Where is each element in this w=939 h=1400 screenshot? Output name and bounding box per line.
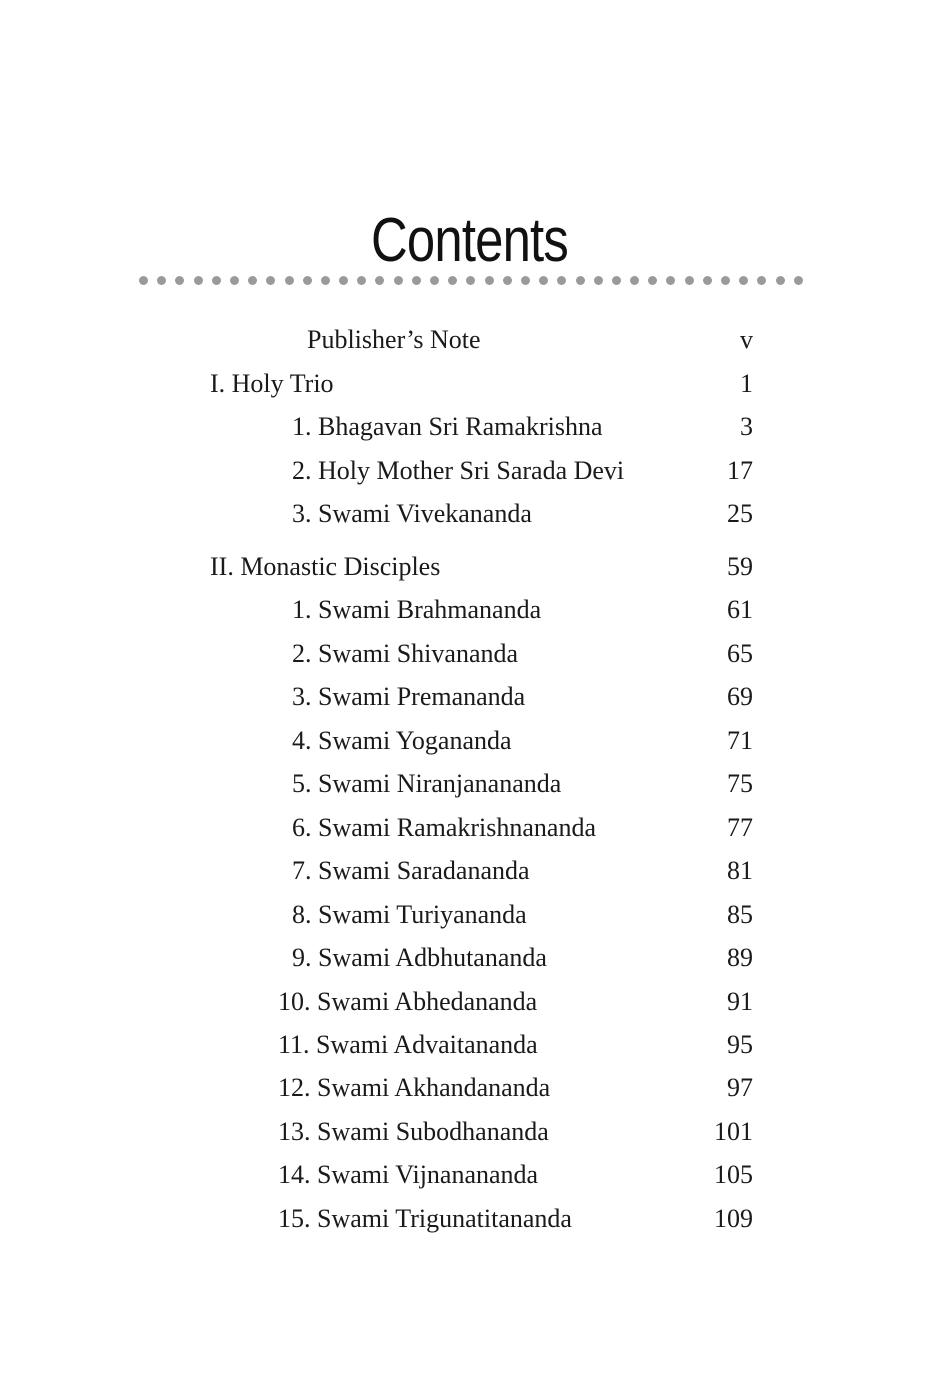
toc-entry[interactable]: 4. Swami Yogananda [292,726,512,755]
toc-page-number: 105 [714,1160,753,1189]
toc-page-number: 95 [727,1030,753,1059]
page-title: Contents [371,206,568,275]
toc-page-number: 85 [727,900,753,929]
toc-entry[interactable]: 2. Holy Mother Sri Sarada Devi [292,456,625,485]
toc-page-number: 89 [727,943,753,972]
toc-page-number: 97 [727,1073,753,1102]
toc-page-number: 101 [714,1117,753,1146]
toc-entry[interactable]: 11. Swami Advaitananda [278,1030,538,1059]
toc-page-number: 17 [727,456,753,485]
toc-entry[interactable]: 1. Bhagavan Sri Ramakrishna [292,412,603,441]
toc-entry-publishers-note[interactable]: Publisher’s Note [307,325,481,354]
toc-page-number: v [740,325,753,354]
toc-page-number: 25 [727,499,753,528]
toc-page-number: 59 [727,552,753,581]
toc-entry[interactable]: 2. Swami Shivananda [292,639,519,668]
toc-entry[interactable]: 15. Swami Trigunatitananda [278,1204,572,1233]
toc-page-number: 91 [727,987,753,1016]
toc-page-number: 109 [714,1204,753,1233]
toc-section-monastic-disciples[interactable]: II. Monastic Disciples [210,552,441,581]
toc-page-number: 1 [740,369,753,398]
toc-entry[interactable]: 9. Swami Adbhutananda [292,943,547,972]
toc-page-number: 77 [727,813,753,842]
toc-section-holy-trio[interactable]: I. Holy Trio [210,369,334,398]
toc-entry[interactable]: 6. Swami Ramakrishnananda [292,813,596,842]
toc-page-number: 65 [727,639,753,668]
toc-page-number: 3 [740,412,753,441]
toc-page-number: 61 [727,595,753,624]
toc-entry[interactable]: 3. Swami Premananda [292,682,526,711]
toc-page-number: 75 [727,769,753,798]
toc-entry[interactable]: 1. Swami Brahmananda [292,595,542,624]
toc-page-number: 81 [727,856,753,885]
toc-entry[interactable]: 12. Swami Akhandananda [278,1073,551,1102]
toc-entry[interactable]: 8. Swami Turiyananda [292,900,527,929]
toc-entry[interactable]: 14. Swami Vijnanananda [278,1160,539,1189]
toc-entry[interactable]: 13. Swami Subodhananda [278,1117,549,1146]
toc-entry[interactable]: 7. Swami Saradananda [292,856,530,885]
toc-entry[interactable]: 10. Swami Abhedananda [278,987,538,1016]
toc-page-number: 71 [727,726,753,755]
toc-entry[interactable]: 5. Swami Niranjanananda [292,769,562,798]
toc-entry[interactable]: 3. Swami Vivekananda [292,499,532,528]
toc-page-number: 69 [727,682,753,711]
